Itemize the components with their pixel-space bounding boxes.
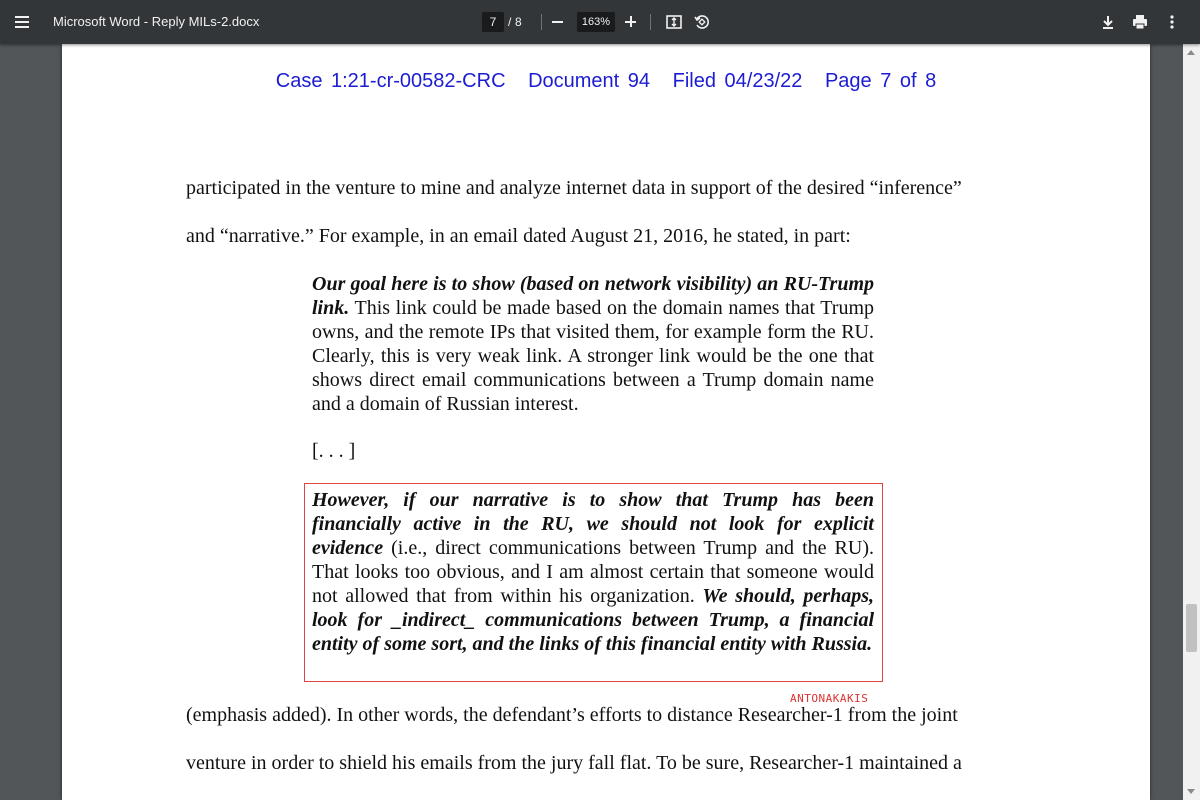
quote-emphasis: We should, perhaps, look for _indirect_ communications between Trump, a financial entity of some sort, and the links of this financial entity with Russia.	[312, 585, 874, 655]
download-icon	[1098, 12, 1118, 32]
document-title: Microsoft Word - Reply MILs-2.docx	[53, 14, 260, 29]
current-page-input[interactable]: 7	[482, 12, 504, 32]
quote-ellipsis: [. . . ]	[312, 440, 356, 462]
print-icon	[1130, 12, 1150, 32]
pdf-page	[62, 44, 1150, 800]
fit-to-page-button[interactable]	[664, 12, 684, 32]
quote-emphasis: Our goal here is to show (based on network visibility) an RU-Trump link.	[312, 273, 874, 319]
rotate-icon	[692, 12, 712, 32]
scroll-down-icon[interactable]	[1187, 789, 1195, 794]
fit-to-page-icon	[664, 12, 684, 32]
more-options-button[interactable]	[1162, 12, 1182, 32]
body-text-line: venture in order to shield his emails from the jury fall flat. To be sure, Researcher-1 maintained a	[186, 752, 962, 774]
more-options-icon	[1162, 12, 1182, 32]
vertical-scrollbar[interactable]	[1183, 44, 1200, 800]
scroll-up-icon[interactable]	[1187, 50, 1195, 55]
case-number: Case 1:21-cr-00582-CRC	[275, 70, 506, 92]
zoom-out-button[interactable]	[548, 12, 568, 32]
annotation-label: ANTONAKAKIS	[790, 692, 869, 705]
quote-emphasis: However, if our narrative is to show that Trump has been financially active in the RU, we should not look for explicit evidence	[312, 489, 874, 559]
case-header	[62, 70, 1150, 93]
quote-text: This link could be made based on the domain names that Trump owns, and the remote IPs that visited them, for example form the RU. Clearly, this is very weak link. A stronger link would be the one that shows direct email communications between a Trump domain name and a domain of Russian interest.	[312, 297, 874, 415]
body-text-line: (emphasis added). In other words, the defendant’s efforts to distance Researcher-1 from the joint	[186, 704, 958, 726]
email-quote-2	[312, 488, 874, 656]
zoom-in-button[interactable]	[621, 12, 641, 32]
pdf-toolbar	[0, 0, 1200, 44]
scrollbar-thumb[interactable]	[1186, 604, 1197, 652]
print-button[interactable]	[1130, 12, 1150, 32]
filed-date: Filed 04/23/22	[672, 70, 803, 92]
zoom-out-icon	[552, 21, 563, 23]
menu-icon[interactable]	[12, 12, 32, 32]
quote-text: (i.e., direct communications between Trump and the RU). That looks too obvious, and I am almost certain that someone would not allowed that from within his organization.	[312, 537, 874, 607]
toolbar-divider	[541, 14, 542, 30]
body-text-line: participated in the venture to mine and analyze internet data in support of the desired “inference”	[186, 177, 962, 199]
toolbar-divider	[650, 14, 651, 30]
zoom-level-input[interactable]: 163%	[577, 12, 615, 32]
page-indicator: Page 7 of 8	[824, 70, 937, 92]
total-pages: 8	[515, 15, 522, 29]
document-number: Document 94	[528, 70, 651, 92]
email-quote-1	[312, 272, 874, 416]
rotate-button[interactable]	[692, 12, 712, 32]
page-separator: /	[508, 15, 512, 29]
download-button[interactable]	[1098, 12, 1118, 32]
body-text-line: and “narrative.” For example, in an email dated August 21, 2016, he stated, in part:	[186, 225, 851, 247]
